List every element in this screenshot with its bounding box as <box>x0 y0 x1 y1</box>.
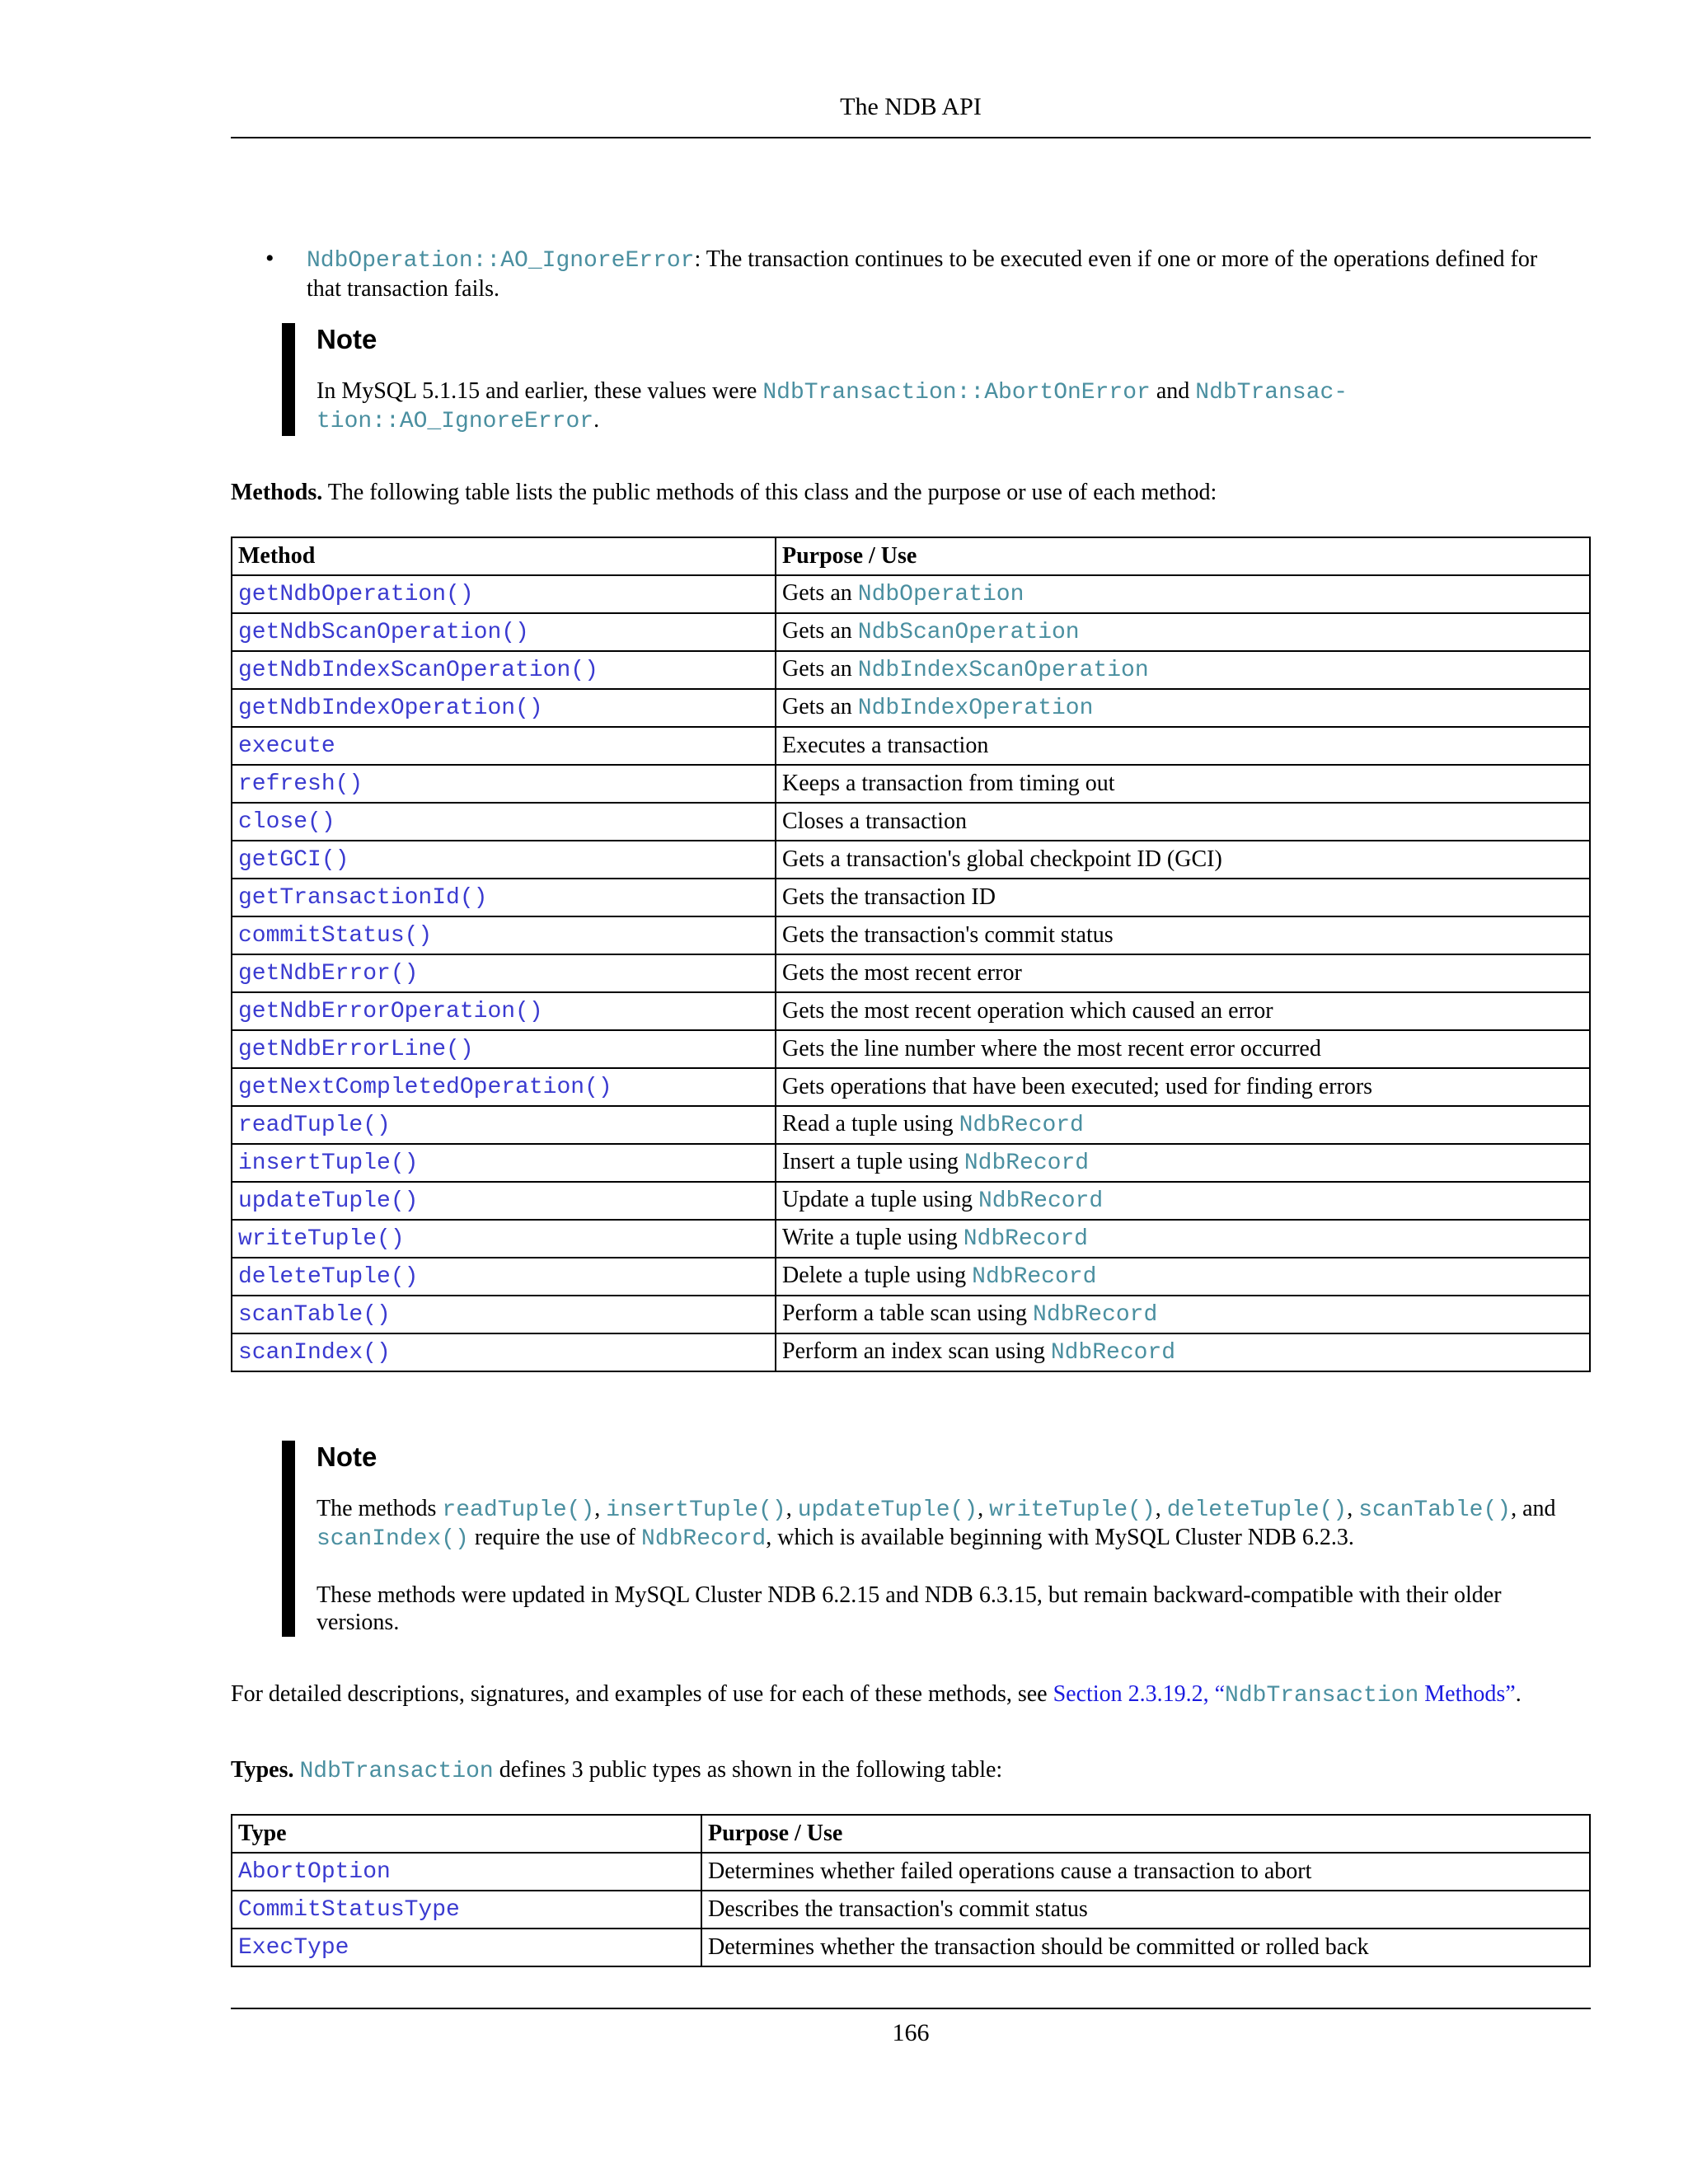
method-link[interactable]: close() <box>238 809 335 836</box>
method-cell <box>232 954 776 992</box>
class-link[interactable]: NdbScanOperation <box>857 620 1080 646</box>
method-link[interactable]: scanTable() <box>238 1302 391 1329</box>
method-cell <box>232 765 776 803</box>
method-link[interactable]: writeTuple() <box>238 1226 405 1253</box>
methods-intro: Methods. The following table lists the public methods of this class and the purpose or use of each method: <box>231 480 1217 505</box>
class-link[interactable]: NdbRecord <box>1050 1340 1176 1366</box>
method-cell <box>232 879 776 916</box>
inserttuple-link[interactable]: insertTuple() <box>606 1497 786 1523</box>
purpose-cell: Closes a transaction <box>776 803 1590 841</box>
note-text: In MySQL 5.1.15 and earlier, these values were NdbTransaction::AbortOnError and NdbTransaction::AO_IgnoreError. <box>316 377 1348 435</box>
column-header-purpose: Purpose / Use <box>701 1815 1590 1853</box>
note-text-updates: These methods were updated in MySQL Cluster NDB 6.2.15 and NDB 6.3.15, but remain backward-compatible with their older versions. <box>316 1582 1502 1636</box>
method-link[interactable]: refresh() <box>238 771 363 798</box>
ao-ignore-error-code: NdbOperation::AO_IgnoreError <box>307 248 695 274</box>
method-cell <box>232 1296 776 1333</box>
table-row <box>232 575 1590 613</box>
column-header-type: Type <box>232 1815 701 1853</box>
method-cell <box>232 1220 776 1258</box>
class-link[interactable]: NdbRecord <box>963 1226 1088 1253</box>
method-cell <box>232 1333 776 1371</box>
ndbrecord-link[interactable]: NdbRecord <box>640 1526 767 1553</box>
method-cell <box>232 575 776 613</box>
table-row <box>232 1929 1590 1966</box>
method-cell <box>232 1258 776 1296</box>
table-row <box>232 727 1590 765</box>
purpose-cell: Describes the transaction's commit status <box>701 1891 1590 1929</box>
method-link[interactable]: getTransactionId() <box>238 885 488 912</box>
methods-table <box>231 537 1591 1372</box>
method-link[interactable]: getNdbOperation() <box>238 582 474 608</box>
method-cell <box>232 1182 776 1220</box>
page-number: 166 <box>892 2019 930 2046</box>
scanindex-link[interactable]: scanIndex() <box>316 1526 469 1553</box>
class-link[interactable]: NdbRecord <box>972 1264 1097 1291</box>
method-link[interactable]: getNextCompletedOperation() <box>238 1075 612 1101</box>
types-label: Types. <box>231 1757 294 1783</box>
purpose-cell: Gets the most recent error <box>776 954 1590 992</box>
table-row <box>232 689 1590 727</box>
table-row <box>232 916 1590 954</box>
method-cell <box>232 1144 776 1182</box>
purpose-cell: Update a tuple using NdbRecord <box>776 1182 1590 1220</box>
type-cell <box>232 1891 701 1929</box>
purpose-cell: Gets an NdbIndexScanOperation <box>776 651 1590 689</box>
table-row <box>232 1853 1590 1891</box>
method-link[interactable]: getNdbErrorLine() <box>238 1037 474 1063</box>
method-cell <box>232 613 776 651</box>
method-cell <box>232 916 776 954</box>
table-header-row <box>232 1815 1590 1853</box>
method-link[interactable]: getNdbIndexScanOperation() <box>238 658 598 684</box>
purpose-cell: Gets the line number where the most recent error occurred <box>776 1030 1590 1068</box>
class-link[interactable]: NdbIndexScanOperation <box>857 658 1149 684</box>
table-row <box>232 613 1590 651</box>
section-link-ndbtransaction-methods[interactable]: Section 2.3.19.2, “NdbTransaction Methods” <box>1053 1681 1516 1708</box>
class-link[interactable]: NdbRecord <box>978 1188 1104 1215</box>
bullet-description: : The transaction continues to be executed even if one or more of the operations defined for that transaction fails. <box>307 246 1538 302</box>
updatetuple-link[interactable]: updateTuple() <box>797 1497 978 1523</box>
method-cell <box>232 1068 776 1106</box>
table-row <box>232 954 1590 992</box>
method-cell <box>232 1106 776 1144</box>
table-row <box>232 1068 1590 1106</box>
table-row <box>232 1144 1590 1182</box>
purpose-cell: Write a tuple using NdbRecord <box>776 1220 1590 1258</box>
column-header-method: Method <box>232 537 776 575</box>
column-header-purpose: Purpose / Use <box>776 537 1590 575</box>
method-cell <box>232 992 776 1030</box>
note-title: Note <box>316 1441 377 1472</box>
readtuple-link[interactable]: readTuple() <box>442 1497 595 1523</box>
see-section-paragraph: For detailed descriptions, signatures, and examples of use for each of these methods, see Section 2.3.19.2, “NdbTransaction Methods”. <box>231 1681 1522 1708</box>
table-row <box>232 879 1590 916</box>
method-cell <box>232 727 776 765</box>
table-row <box>232 1220 1590 1258</box>
type-cell <box>232 1929 701 1966</box>
writetuple-link[interactable]: writeTuple() <box>989 1497 1156 1523</box>
class-link[interactable]: NdbIndexOperation <box>857 696 1094 722</box>
purpose-cell: Delete a tuple using NdbRecord <box>776 1258 1590 1296</box>
transaction-ignore-error-code: NdbTransaction::AO_IgnoreError <box>316 379 1348 435</box>
table-row <box>232 1891 1590 1929</box>
purpose-cell: Determines whether the transaction should be committed or rolled back <box>701 1929 1590 1966</box>
bullet-marker: • <box>265 245 274 272</box>
table-row <box>232 1258 1590 1296</box>
class-link[interactable]: NdbRecord <box>1033 1302 1158 1329</box>
method-cell <box>232 1030 776 1068</box>
table-row <box>232 1296 1590 1333</box>
table-row <box>232 841 1590 879</box>
note-text-requirements: The methods readTuple(), insertTuple(), updateTuple(), writeTuple(), deleteTuple(), scanTable(), and scanIndex() require the use of NdbRecord, which is available beginning with MySQL Cluster NDB 6.2.3. <box>316 1495 1556 1553</box>
bullet-item <box>307 246 1559 302</box>
purpose-cell: Executes a transaction <box>776 727 1590 765</box>
methods-label: Methods. <box>231 480 323 505</box>
method-link[interactable]: readTuple() <box>238 1113 391 1139</box>
purpose-cell: Determines whether failed operations cause a transaction to abort <box>701 1853 1590 1891</box>
method-link[interactable]: getNdbIndexOperation() <box>238 696 543 722</box>
class-link[interactable]: NdbOperation <box>857 582 1025 608</box>
table-row <box>232 803 1590 841</box>
purpose-cell: Gets the transaction ID <box>776 879 1590 916</box>
method-cell <box>232 841 776 879</box>
method-link[interactable]: getNdbErrorOperation() <box>238 999 543 1025</box>
table-row <box>232 992 1590 1030</box>
method-link[interactable]: getNdbError() <box>238 961 419 987</box>
method-link[interactable]: execute <box>238 733 335 760</box>
purpose-cell: Perform a table scan using NdbRecord <box>776 1296 1590 1333</box>
note-title: Note <box>316 324 377 354</box>
purpose-cell: Gets an NdbOperation <box>776 575 1590 613</box>
method-link[interactable]: deleteTuple() <box>238 1264 419 1291</box>
table-row <box>232 1106 1590 1144</box>
table-row <box>232 1030 1590 1068</box>
table-row <box>232 1333 1590 1371</box>
purpose-cell: Gets a transaction's global checkpoint ID (GCI) <box>776 841 1590 879</box>
purpose-cell: Gets operations that have been executed; used for finding errors <box>776 1068 1590 1106</box>
note-box-abort-values <box>282 323 1569 436</box>
type-cell <box>232 1853 701 1891</box>
method-cell <box>232 803 776 841</box>
method-link[interactable]: insertTuple() <box>238 1151 419 1177</box>
table-row <box>232 765 1590 803</box>
type-link[interactable]: AbortOption <box>238 1859 391 1886</box>
ndbtransaction-link[interactable]: NdbTransaction <box>299 1759 494 1784</box>
note-box-ndbrecord <box>282 1441 1569 1637</box>
type-link[interactable]: CommitStatusType <box>238 1897 460 1924</box>
purpose-cell: Gets an NdbScanOperation <box>776 613 1590 651</box>
purpose-cell: Gets an NdbIndexOperation <box>776 689 1590 727</box>
table-row <box>232 651 1590 689</box>
table-header-row <box>232 537 1590 575</box>
footer-rule <box>231 2008 1591 2009</box>
method-link[interactable]: updateTuple() <box>238 1188 419 1215</box>
method-cell <box>232 651 776 689</box>
purpose-cell: Insert a tuple using NdbRecord <box>776 1144 1590 1182</box>
scantable-link[interactable]: scanTable() <box>1358 1497 1512 1523</box>
abort-on-error-code: NdbTransaction::AbortOnError <box>762 379 1151 405</box>
running-header: The NDB API <box>840 93 982 120</box>
method-cell <box>232 689 776 727</box>
method-link[interactable]: commitStatus() <box>238 923 433 949</box>
purpose-cell: Keeps a transaction from timing out <box>776 765 1590 803</box>
method-link[interactable]: getGCI() <box>238 847 349 874</box>
method-link[interactable]: getNdbScanOperation() <box>238 620 529 646</box>
class-link[interactable]: NdbRecord <box>959 1113 1084 1139</box>
types-table <box>231 1814 1591 1967</box>
types-intro: Types. NdbTransaction defines 3 public types as shown in the following table: <box>231 1757 1003 1784</box>
purpose-cell: Gets the transaction's commit status <box>776 916 1590 954</box>
table-row <box>232 1182 1590 1220</box>
header-rule <box>231 137 1591 138</box>
deletetuple-link[interactable]: deleteTuple() <box>1166 1497 1348 1523</box>
purpose-cell: Perform an index scan using NdbRecord <box>776 1333 1590 1371</box>
method-link[interactable]: scanIndex() <box>238 1340 391 1366</box>
purpose-cell: Gets the most recent operation which caused an error <box>776 992 1590 1030</box>
type-link[interactable]: ExecType <box>238 1935 349 1961</box>
class-link[interactable]: NdbRecord <box>964 1151 1090 1177</box>
purpose-cell: Read a tuple using NdbRecord <box>776 1106 1590 1144</box>
